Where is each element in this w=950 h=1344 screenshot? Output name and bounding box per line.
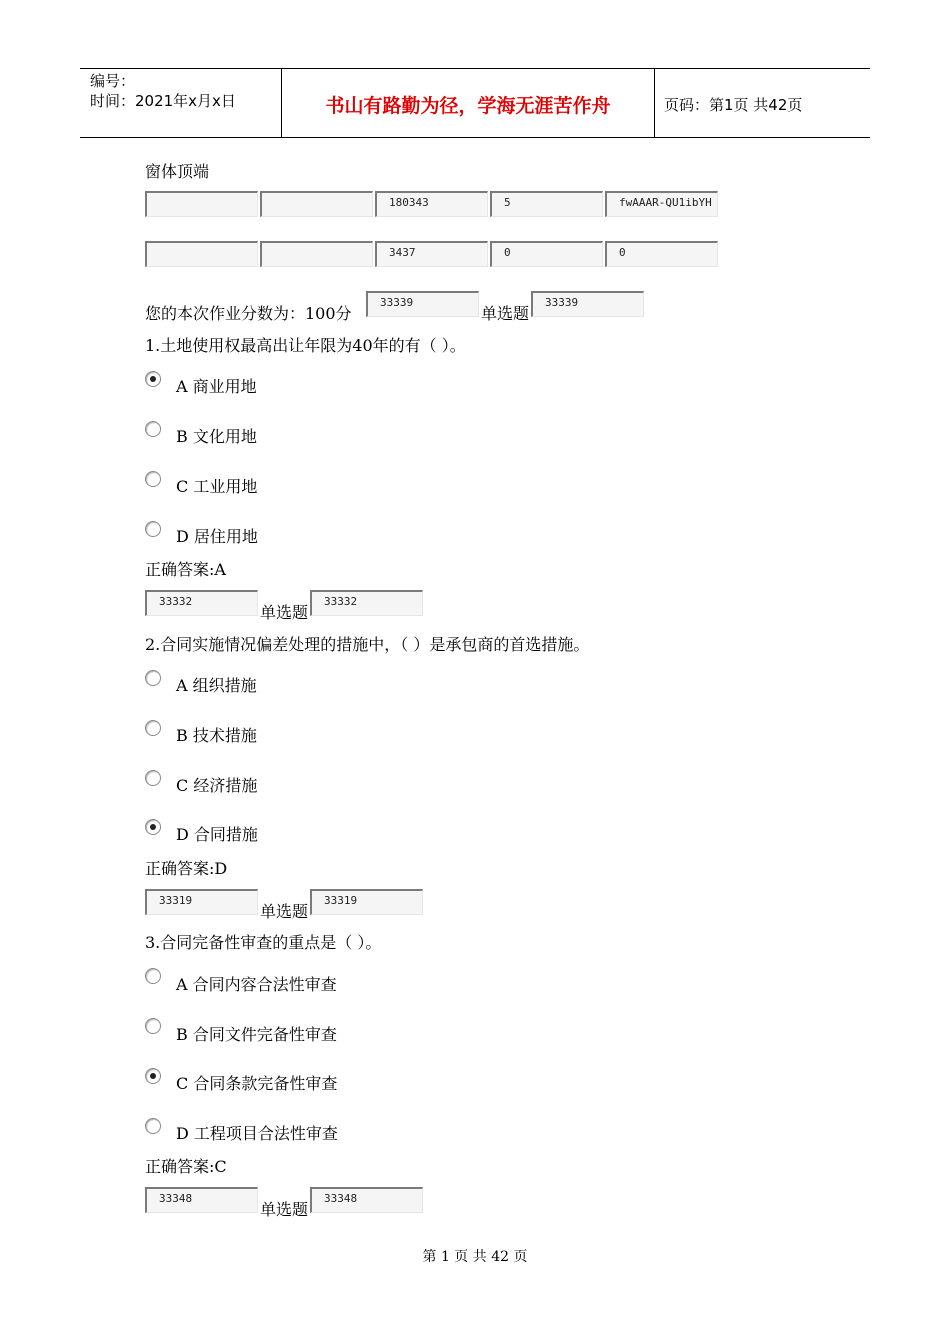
- time-label: 时间：2021年x月x日: [90, 92, 236, 110]
- question-title: 3.合同完备性审查的重点是（ ）。: [145, 933, 382, 952]
- header-left: [90, 71, 236, 111]
- grid-input[interactable]: 180343: [375, 191, 488, 217]
- radio-option-a[interactable]: [145, 968, 161, 984]
- radio-option-c[interactable]: [145, 471, 161, 487]
- question-id-input[interactable]: 33332: [145, 590, 258, 616]
- option-label: D 工程项目合法性审查: [176, 1124, 338, 1143]
- score-input[interactable]: 33339: [531, 291, 644, 317]
- question-type-label: 单选题: [260, 902, 309, 921]
- option-label: C 合同条款完备性审查: [176, 1074, 338, 1093]
- question-id-input[interactable]: 33319: [145, 889, 258, 915]
- grid-input[interactable]: [260, 241, 373, 267]
- grid-input[interactable]: [145, 191, 258, 217]
- question-id-input[interactable]: 33348: [310, 1187, 423, 1213]
- question-type-label: 单选题: [260, 603, 309, 622]
- radio-option-b[interactable]: [145, 421, 161, 437]
- option-label: A 商业用地: [176, 377, 257, 396]
- radio-option-d[interactable]: [145, 1118, 161, 1134]
- option-label: D 居住用地: [176, 527, 258, 546]
- page-header: [80, 68, 870, 138]
- option-label: A 合同内容合法性审查: [176, 975, 337, 994]
- question-title: 2.合同实施情况偏差处理的措施中，（ ）是承包商的首选措施。: [145, 635, 590, 654]
- code-label: 编号：: [90, 72, 136, 90]
- option-label: C 经济措施: [176, 776, 258, 795]
- correct-answer: 正确答案:A: [145, 560, 226, 579]
- grid-input[interactable]: 0: [605, 241, 718, 267]
- question-title: 1.土地使用权最高出让年限为40年的有（ ）。: [145, 336, 466, 355]
- grid-input[interactable]: 3437: [375, 241, 488, 267]
- header-motto: 书山有路勤为径，学海无涯苦作舟: [325, 95, 611, 117]
- radio-option-c[interactable]: [145, 1068, 161, 1084]
- page-footer: 第 1 页 共 42 页: [422, 1249, 528, 1265]
- option-label: B 文化用地: [176, 427, 257, 446]
- score-text: 您的本次作业分数为：100分: [145, 304, 352, 323]
- grid-input[interactable]: 5: [490, 191, 603, 217]
- radio-option-b[interactable]: [145, 1018, 161, 1034]
- header-page-info: 页码：第1页 共42页: [664, 96, 803, 114]
- question-type-label: 单选题: [260, 1200, 309, 1219]
- option-label: B 合同文件完备性审查: [176, 1025, 337, 1044]
- grid-input[interactable]: [260, 191, 373, 217]
- radio-option-b[interactable]: [145, 720, 161, 736]
- radio-option-a[interactable]: [145, 371, 161, 387]
- radio-option-d[interactable]: [145, 521, 161, 537]
- radio-option-a[interactable]: [145, 670, 161, 686]
- radio-option-c[interactable]: [145, 770, 161, 786]
- option-label: B 技术措施: [176, 726, 257, 745]
- score-input[interactable]: 33339: [366, 291, 479, 317]
- question-id-input[interactable]: 33332: [310, 590, 423, 616]
- grid-input[interactable]: [145, 241, 258, 267]
- question-id-input[interactable]: 33348: [145, 1187, 258, 1213]
- option-label: D 合同措施: [176, 825, 258, 844]
- grid-input[interactable]: fwAAAR-QU1ibYH: [605, 191, 718, 217]
- radio-option-d[interactable]: [145, 819, 161, 835]
- option-label: A 组织措施: [176, 676, 257, 695]
- question-id-input[interactable]: 33319: [310, 889, 423, 915]
- grid-input[interactable]: 0: [490, 241, 603, 267]
- correct-answer: 正确答案:D: [145, 859, 228, 878]
- correct-answer: 正确答案:C: [145, 1157, 227, 1176]
- header-divider: [654, 69, 655, 137]
- option-label: C 工业用地: [176, 477, 258, 496]
- form-top-label: 窗体顶端: [145, 162, 210, 181]
- question-type-label: 单选题: [481, 304, 530, 323]
